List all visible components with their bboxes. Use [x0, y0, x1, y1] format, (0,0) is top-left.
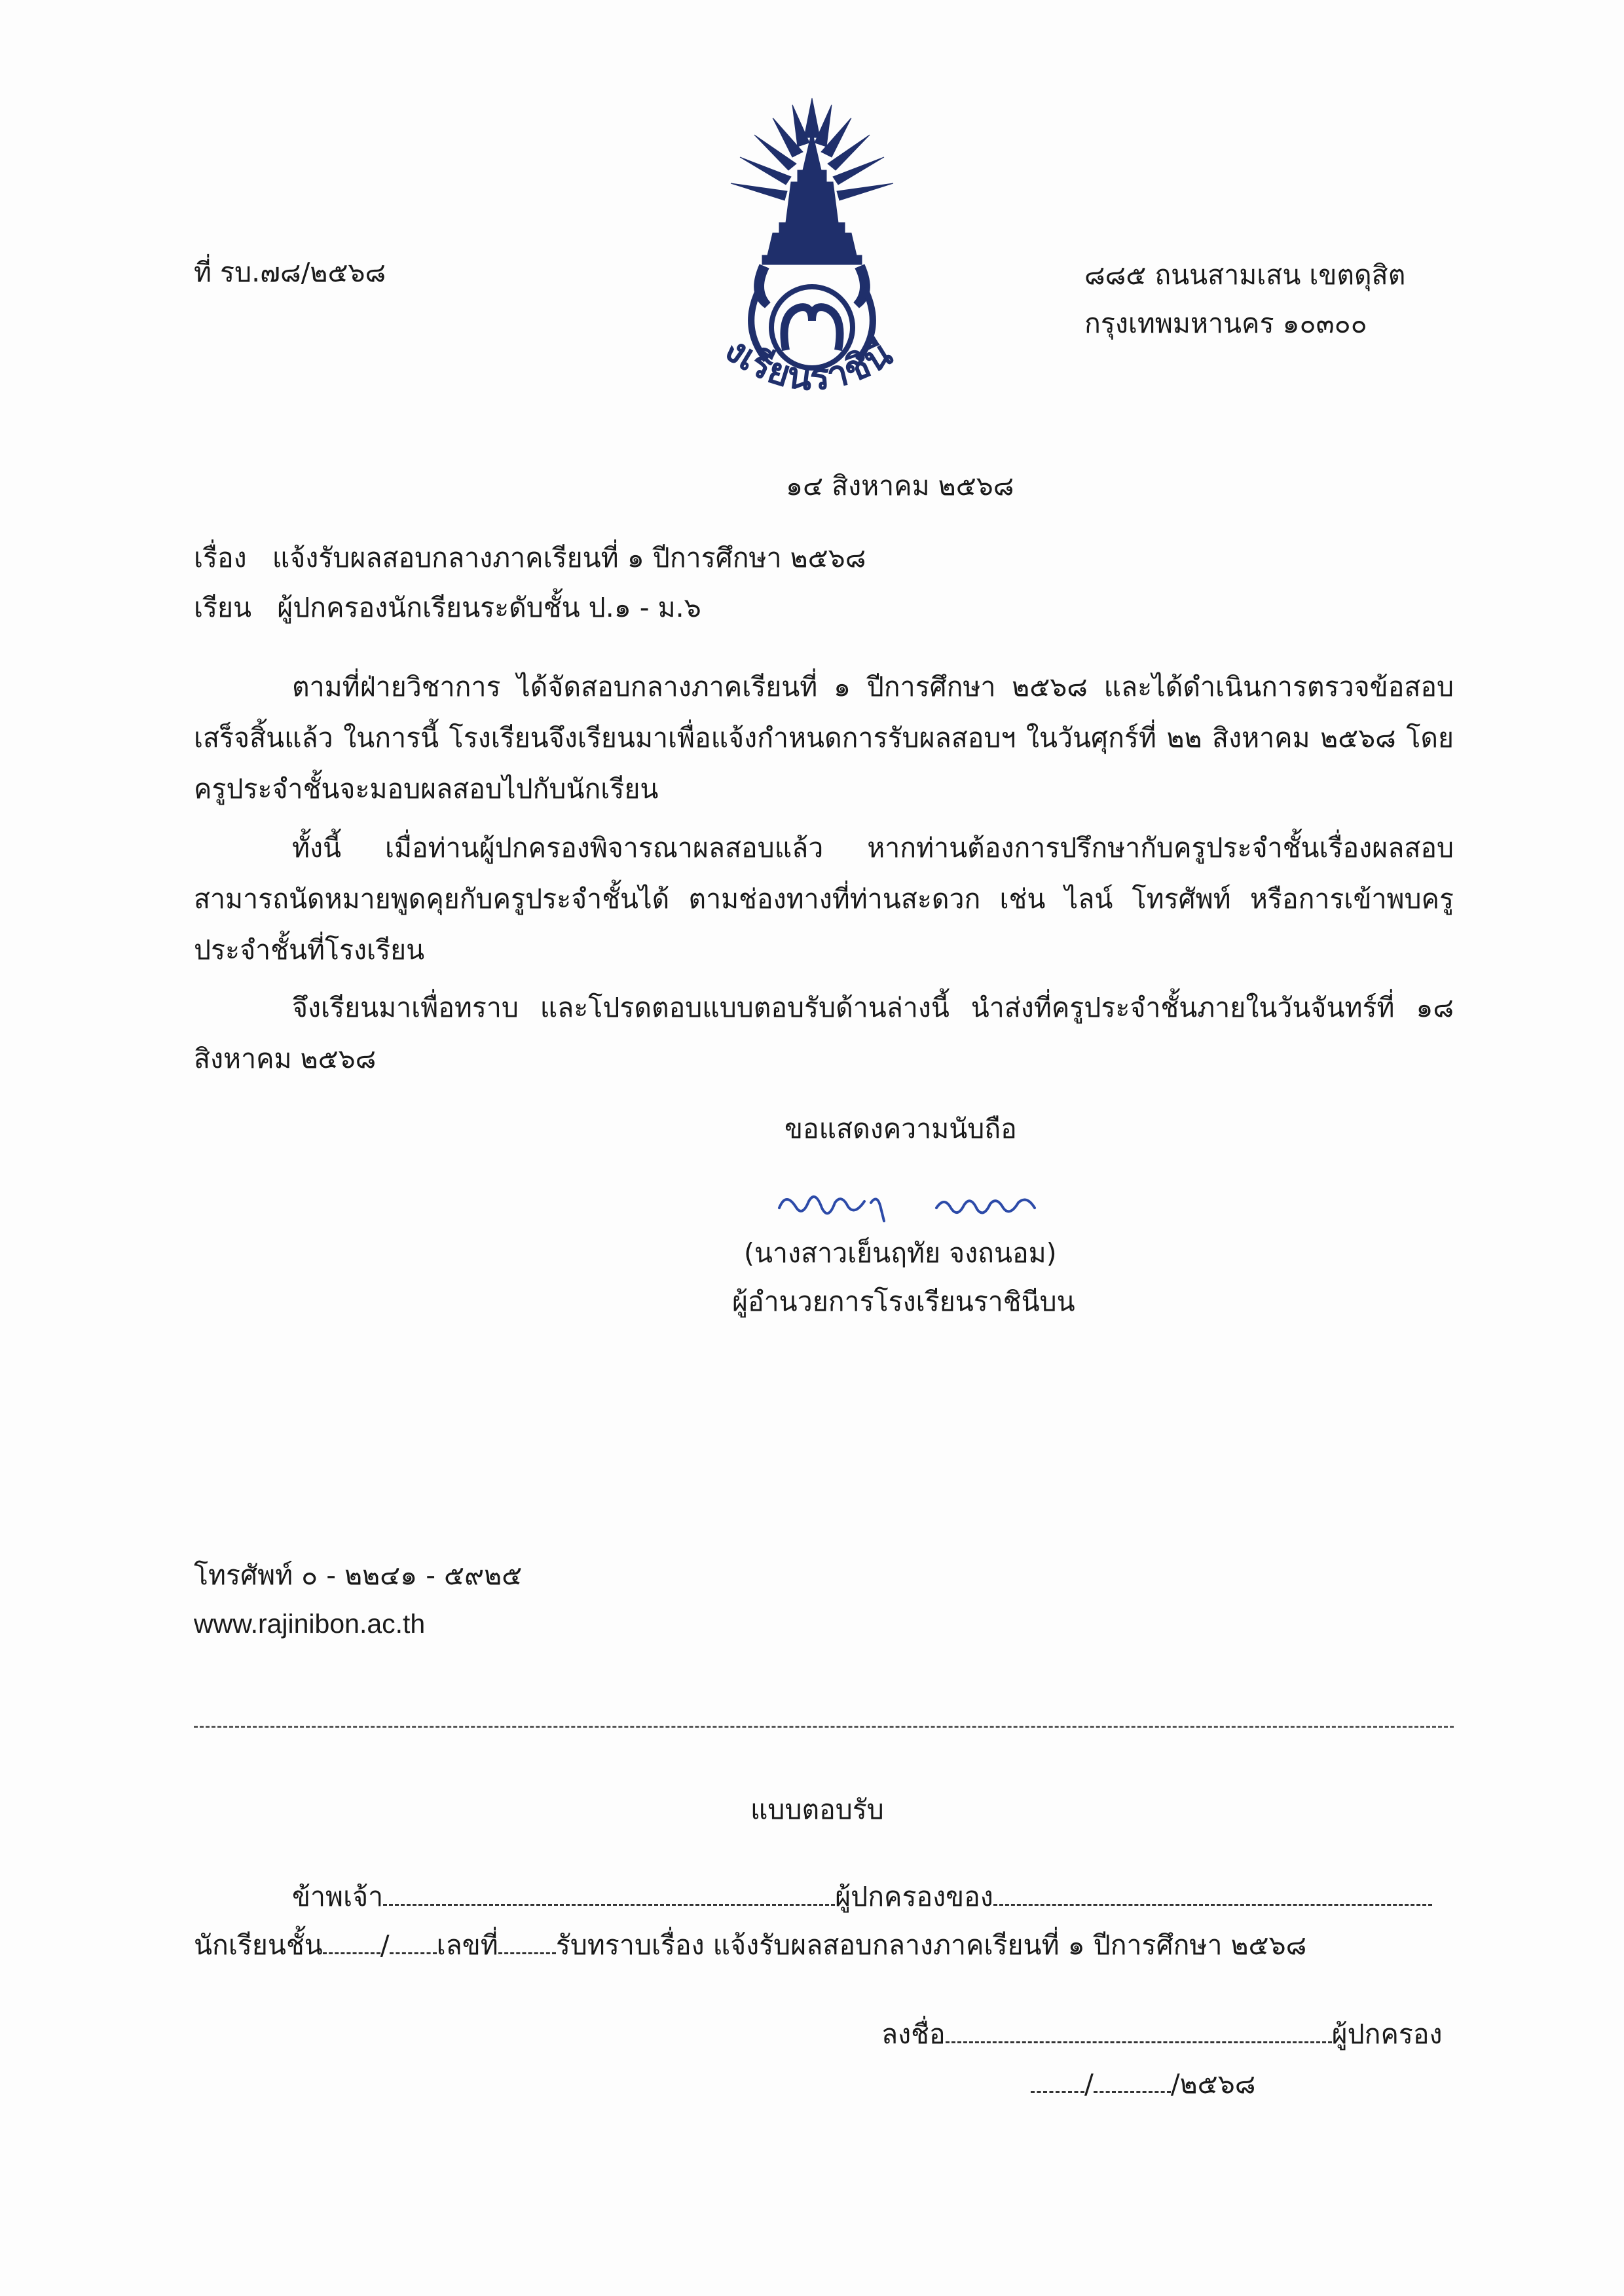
reply-form-signature-row [881, 2018, 1443, 2050]
class-level-field[interactable] [323, 1929, 380, 1954]
recipient-text: ผู้ปกครองนักเรียนระดับชั้น ป.๑ - ม.๖ [277, 592, 701, 623]
reply-form-row-2 [194, 1929, 1306, 1961]
reply-form-row-1 [292, 1880, 1432, 1913]
label-guardian-of: ผู้ปกครองของ [835, 1881, 993, 1912]
subject-label: เรื่อง [194, 542, 247, 574]
signer-name: (นางสาวเย็นฤทัย จงถนอม) [744, 1237, 1057, 1269]
label-number: เลขที่ [436, 1929, 498, 1961]
signature [773, 1182, 1074, 1228]
body-paragraph-1 [194, 661, 1454, 814]
cut-line-divider [194, 1726, 1454, 1728]
subject-line [194, 542, 866, 574]
reference-number: ที่ รบ.๗๘/๒๕๖๘ [194, 257, 386, 288]
contact-phone: โทรศัพท์ ๐ - ๒๒๔๑ - ๕๙๒๕ [194, 1559, 523, 1591]
student-name-field[interactable] [993, 1880, 1432, 1906]
recipient-line [194, 592, 701, 624]
reply-month-field[interactable] [1094, 2068, 1171, 2093]
closing-salutation: ขอแสดงความนับถือ [784, 1113, 1017, 1144]
subject-text: แจ้งรับผลสอบกลางภาคเรียนที่ ๑ ปีการศึกษา ๒๕๖๘ [272, 542, 866, 574]
body-paragraph-3-text: จึงเรียนมาเพื่อทราบ และโปรดตอบแบบตอบรับด้านล่างนี้ นำส่งที่ครูประจำชั้นภายในวันจันทร์ที่ ๑๘ สิงหาคม ๒๕๖๘ [194, 992, 1454, 1074]
signature-icon [773, 1182, 1074, 1228]
class-room-field[interactable] [390, 1929, 437, 1954]
body-paragraph-2 [194, 822, 1454, 975]
reply-day-field[interactable] [1031, 2068, 1084, 2093]
label-guardian: ผู้ปกครอง [1331, 2018, 1443, 2050]
label-i: ข้าพเจ้า [292, 1881, 384, 1912]
reply-year: /๒๕๖๘ [1170, 2068, 1256, 2100]
reply-form-date-row [1031, 2068, 1255, 2100]
student-number-field[interactable] [498, 1929, 556, 1954]
logo-school-name: งเรียนราชินี [716, 327, 900, 399]
address-line-2: กรุงเทพมหานคร ๑๐๓๐๐ [1084, 308, 1367, 339]
guardian-signature-field[interactable] [946, 2018, 1332, 2043]
label-student-class: นักเรียนชั้น [194, 1929, 323, 1961]
acknowledge-text: รับทราบเรื่อง แจ้งรับผลสอบกลางภาคเรียนที่ ๑ ปีการศึกษา ๒๕๖๘ [555, 1929, 1307, 1961]
body-paragraph-3 [194, 982, 1454, 1084]
body-paragraph-2-text: ทั้งนี้ เมื่อท่านผู้ปกครองพิจารณาผลสอบแล้ว หากท่านต้องการปรึกษากับครูประจำชั้นเรื่องผลสอบ สามารถนัดหมายพูดคุยกับครูประจำชั้นได้ ตามช่องทางที่ท่านสะดวก เช่น ไลน์ โทรศัพท์ หรือการเข้าพบครูประจำชั้นที่โรงเรียน [194, 832, 1454, 966]
guardian-name-field[interactable] [383, 1880, 835, 1906]
label-sign: ลงชื่อ [881, 2018, 946, 2050]
school-emblem-icon [681, 92, 943, 432]
reply-form-title: แบบตอบรับ [750, 1794, 884, 1825]
recipient-label: เรียน [194, 592, 252, 623]
letter-date: ๑๔ สิงหาคม ๒๕๖๘ [786, 470, 1014, 501]
contact-website[interactable]: www.rajinibon.ac.th [194, 1609, 426, 1639]
class-separator: / [380, 1929, 390, 1961]
school-logo [681, 92, 943, 432]
address-line-1: ๘๘๕ ถนนสามเสน เขตดุสิต [1084, 259, 1406, 291]
body-paragraph-1-text: ตามที่ฝ่ายวิชาการ ได้จัดสอบกลางภาคเรียนที่ ๑ ปีการศึกษา ๒๕๖๘ และได้ดำเนินการตรวจข้อสอบเสร็จสิ้นแล้ว ในการนี้ โรงเรียนจึงเรียนมาเพื่อแจ้งกำหนดการรับผลสอบฯ ในวันศุกร์ที่ ๒๒ สิงหาคม ๒๕๖๘ โดยครูประจำชั้นจะมอบผลสอบไปกับนักเรียน [194, 671, 1454, 805]
signer-title: ผู้อำนวยการโรงเรียนราชินีบน [732, 1286, 1075, 1317]
date-separator: / [1084, 2068, 1094, 2100]
